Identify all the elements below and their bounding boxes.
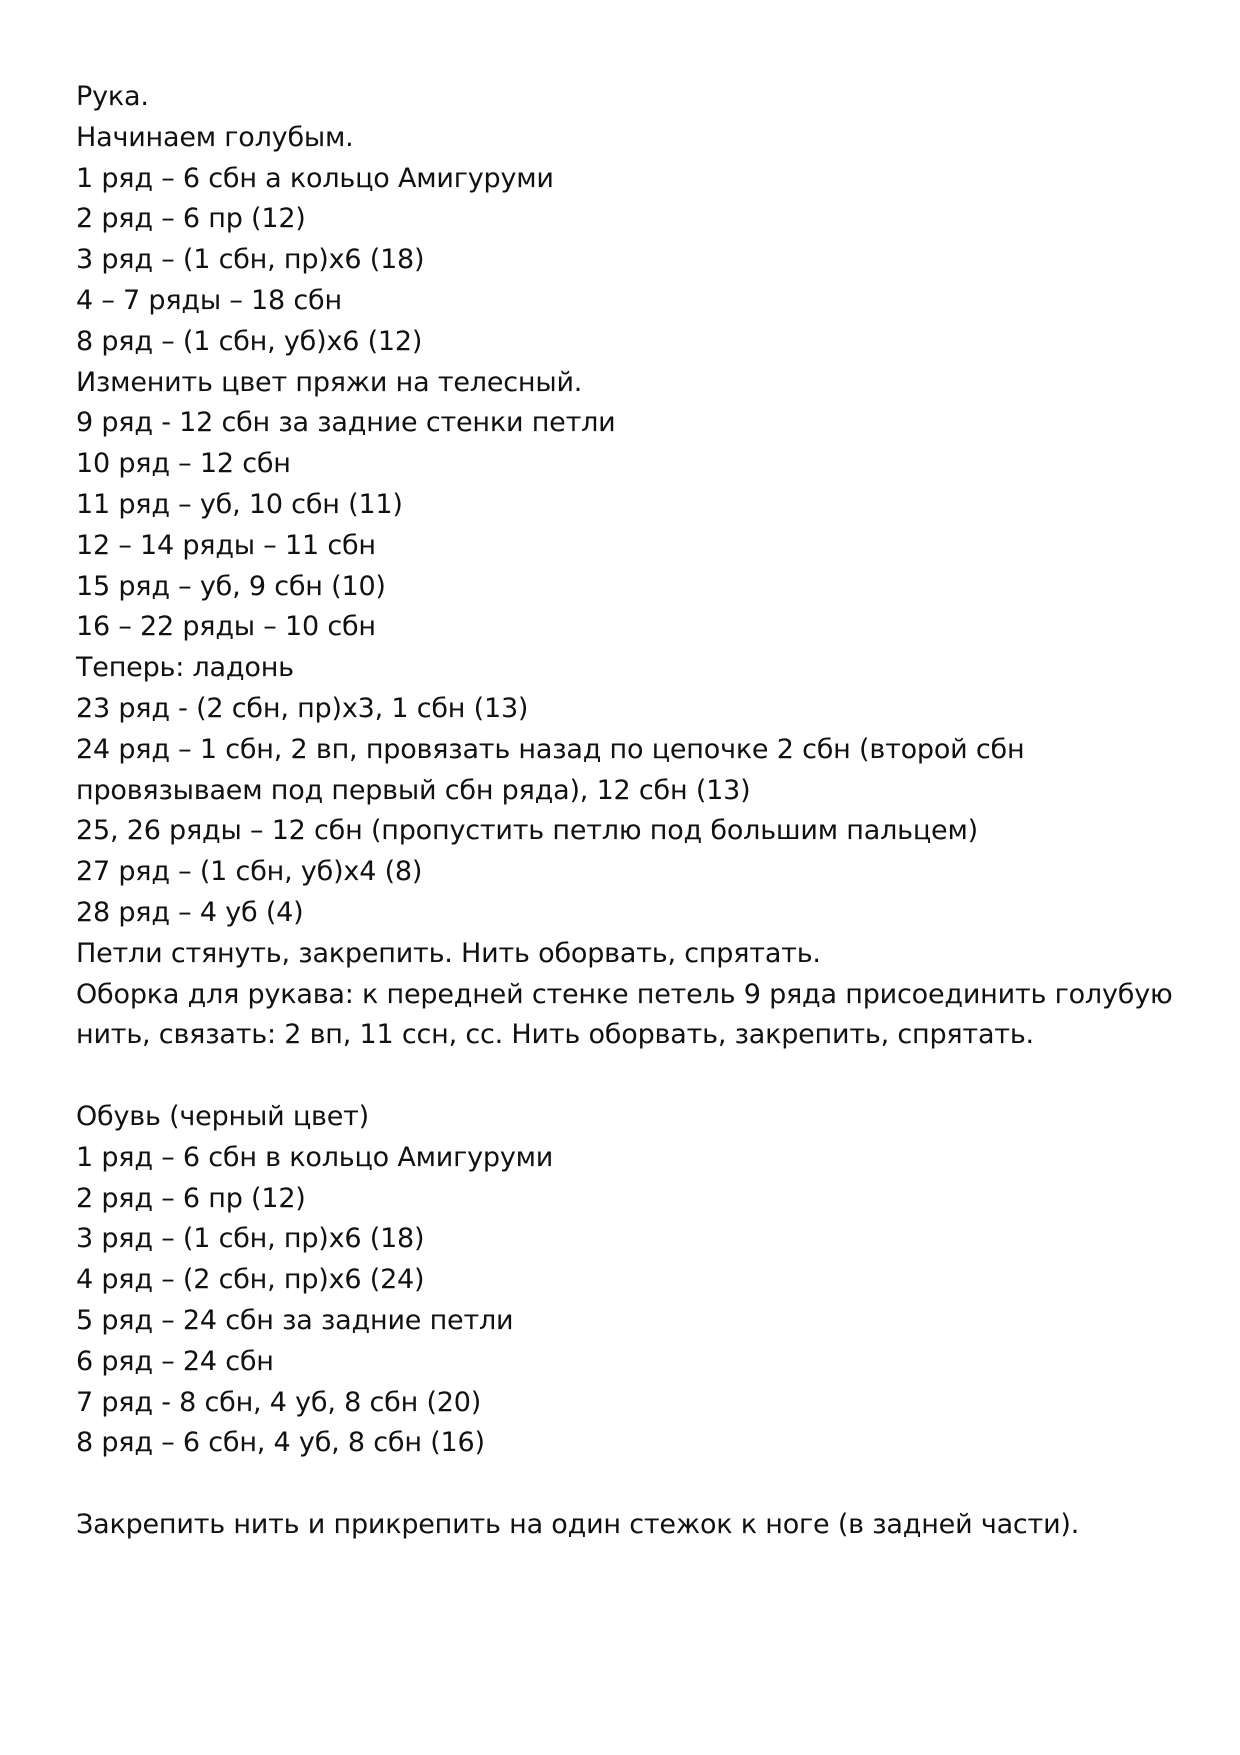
row-instruction: 3 ряд – (1 сбн, пр)х6 (18) <box>76 244 425 276</box>
shoe-section <box>76 1097 1186 1464</box>
row-instruction: 16 – 22 ряды – 10 сбн <box>76 611 376 643</box>
row-instruction: 4 – 7 ряды – 18 сбн <box>76 284 342 316</box>
arm-section <box>76 77 1186 1056</box>
row-instruction: 4 ряд – (2 сбн, пр)х6 (24) <box>76 1264 425 1296</box>
row-instruction: 15 ряд – уб, 9 сбн (10) <box>76 570 386 602</box>
row-instruction: 1 ряд – 6 сбн в кольцо Амигуруми <box>76 1141 554 1173</box>
row-instruction: 23 ряд - (2 сбн, пр)х3, 1 сбн (13) <box>76 692 529 724</box>
text-line: нить, связать: 2 вп, 11 ссн, сс. Нить оборвать, закрепить, спрятать. <box>76 1019 1034 1051</box>
row-instruction: 28 ряд – 4 уб (4) <box>76 896 304 928</box>
row-instruction: 27 ряд – (1 сбн, уб)х4 (8) <box>76 856 423 888</box>
row-instruction: 12 – 14 ряды – 11 сбн <box>76 529 376 561</box>
row-instruction: 7 ряд - 8 сбн, 4 уб, 8 сбн (20) <box>76 1386 482 1418</box>
row-instruction: 5 ряд – 24 сбн за задние петли <box>76 1304 514 1336</box>
text-line: Теперь: ладонь <box>76 652 294 684</box>
row-instruction: 10 ряд – 12 сбн <box>76 448 291 480</box>
row-instruction: 11 ряд – уб, 10 сбн (11) <box>76 488 403 520</box>
row-instruction: 25, 26 ряды – 12 сбн (пропустить петлю под большим пальцем) <box>76 815 978 847</box>
section-spacer <box>76 1464 1186 1505</box>
section-title-arm: Рука. <box>76 81 149 112</box>
section-title-shoe: Обувь (черный цвет) <box>76 1100 369 1132</box>
row-instruction: 8 ряд – 6 сбн, 4 уб, 8 сбн (16) <box>76 1427 485 1459</box>
row-instruction: 2 ряд – 6 пр (12) <box>76 1182 306 1214</box>
text-line: Изменить цвет пряжи на телесный. <box>76 366 583 398</box>
text-line: Оборка для рукава: к передней стенке петель 9 ряда присоединить голубую <box>76 978 1173 1010</box>
closing-section <box>76 1505 1186 1546</box>
row-instruction: 2 ряд – 6 пр (12) <box>76 203 306 235</box>
row-instruction: 6 ряд – 24 сбн <box>76 1345 274 1377</box>
text-line: Петли стянуть, закрепить. Нить оборвать, спрятать. <box>76 937 821 969</box>
row-instruction: 24 ряд – 1 сбн, 2 вп, провязать назад по цепочке 2 сбн (второй сбн <box>76 733 1025 765</box>
row-instruction: 3 ряд – (1 сбн, пр)х6 (18) <box>76 1223 425 1255</box>
document-text <box>76 77 1186 1546</box>
row-instruction: 9 ряд - 12 сбн за задние стенки петли <box>76 407 616 439</box>
text-line: Начинаем голубым. <box>76 121 354 153</box>
closing-instruction: Закрепить нить и прикрепить на один стежок к ноге (в задней части). <box>76 1508 1080 1540</box>
row-instruction: провязываем под первый сбн ряда), 12 сбн (13) <box>76 774 751 806</box>
section-spacer <box>76 1056 1186 1097</box>
row-instruction: 8 ряд – (1 сбн, уб)х6 (12) <box>76 325 423 357</box>
row-instruction: 1 ряд – 6 сбн а кольцо Амигуруми <box>76 162 554 194</box>
